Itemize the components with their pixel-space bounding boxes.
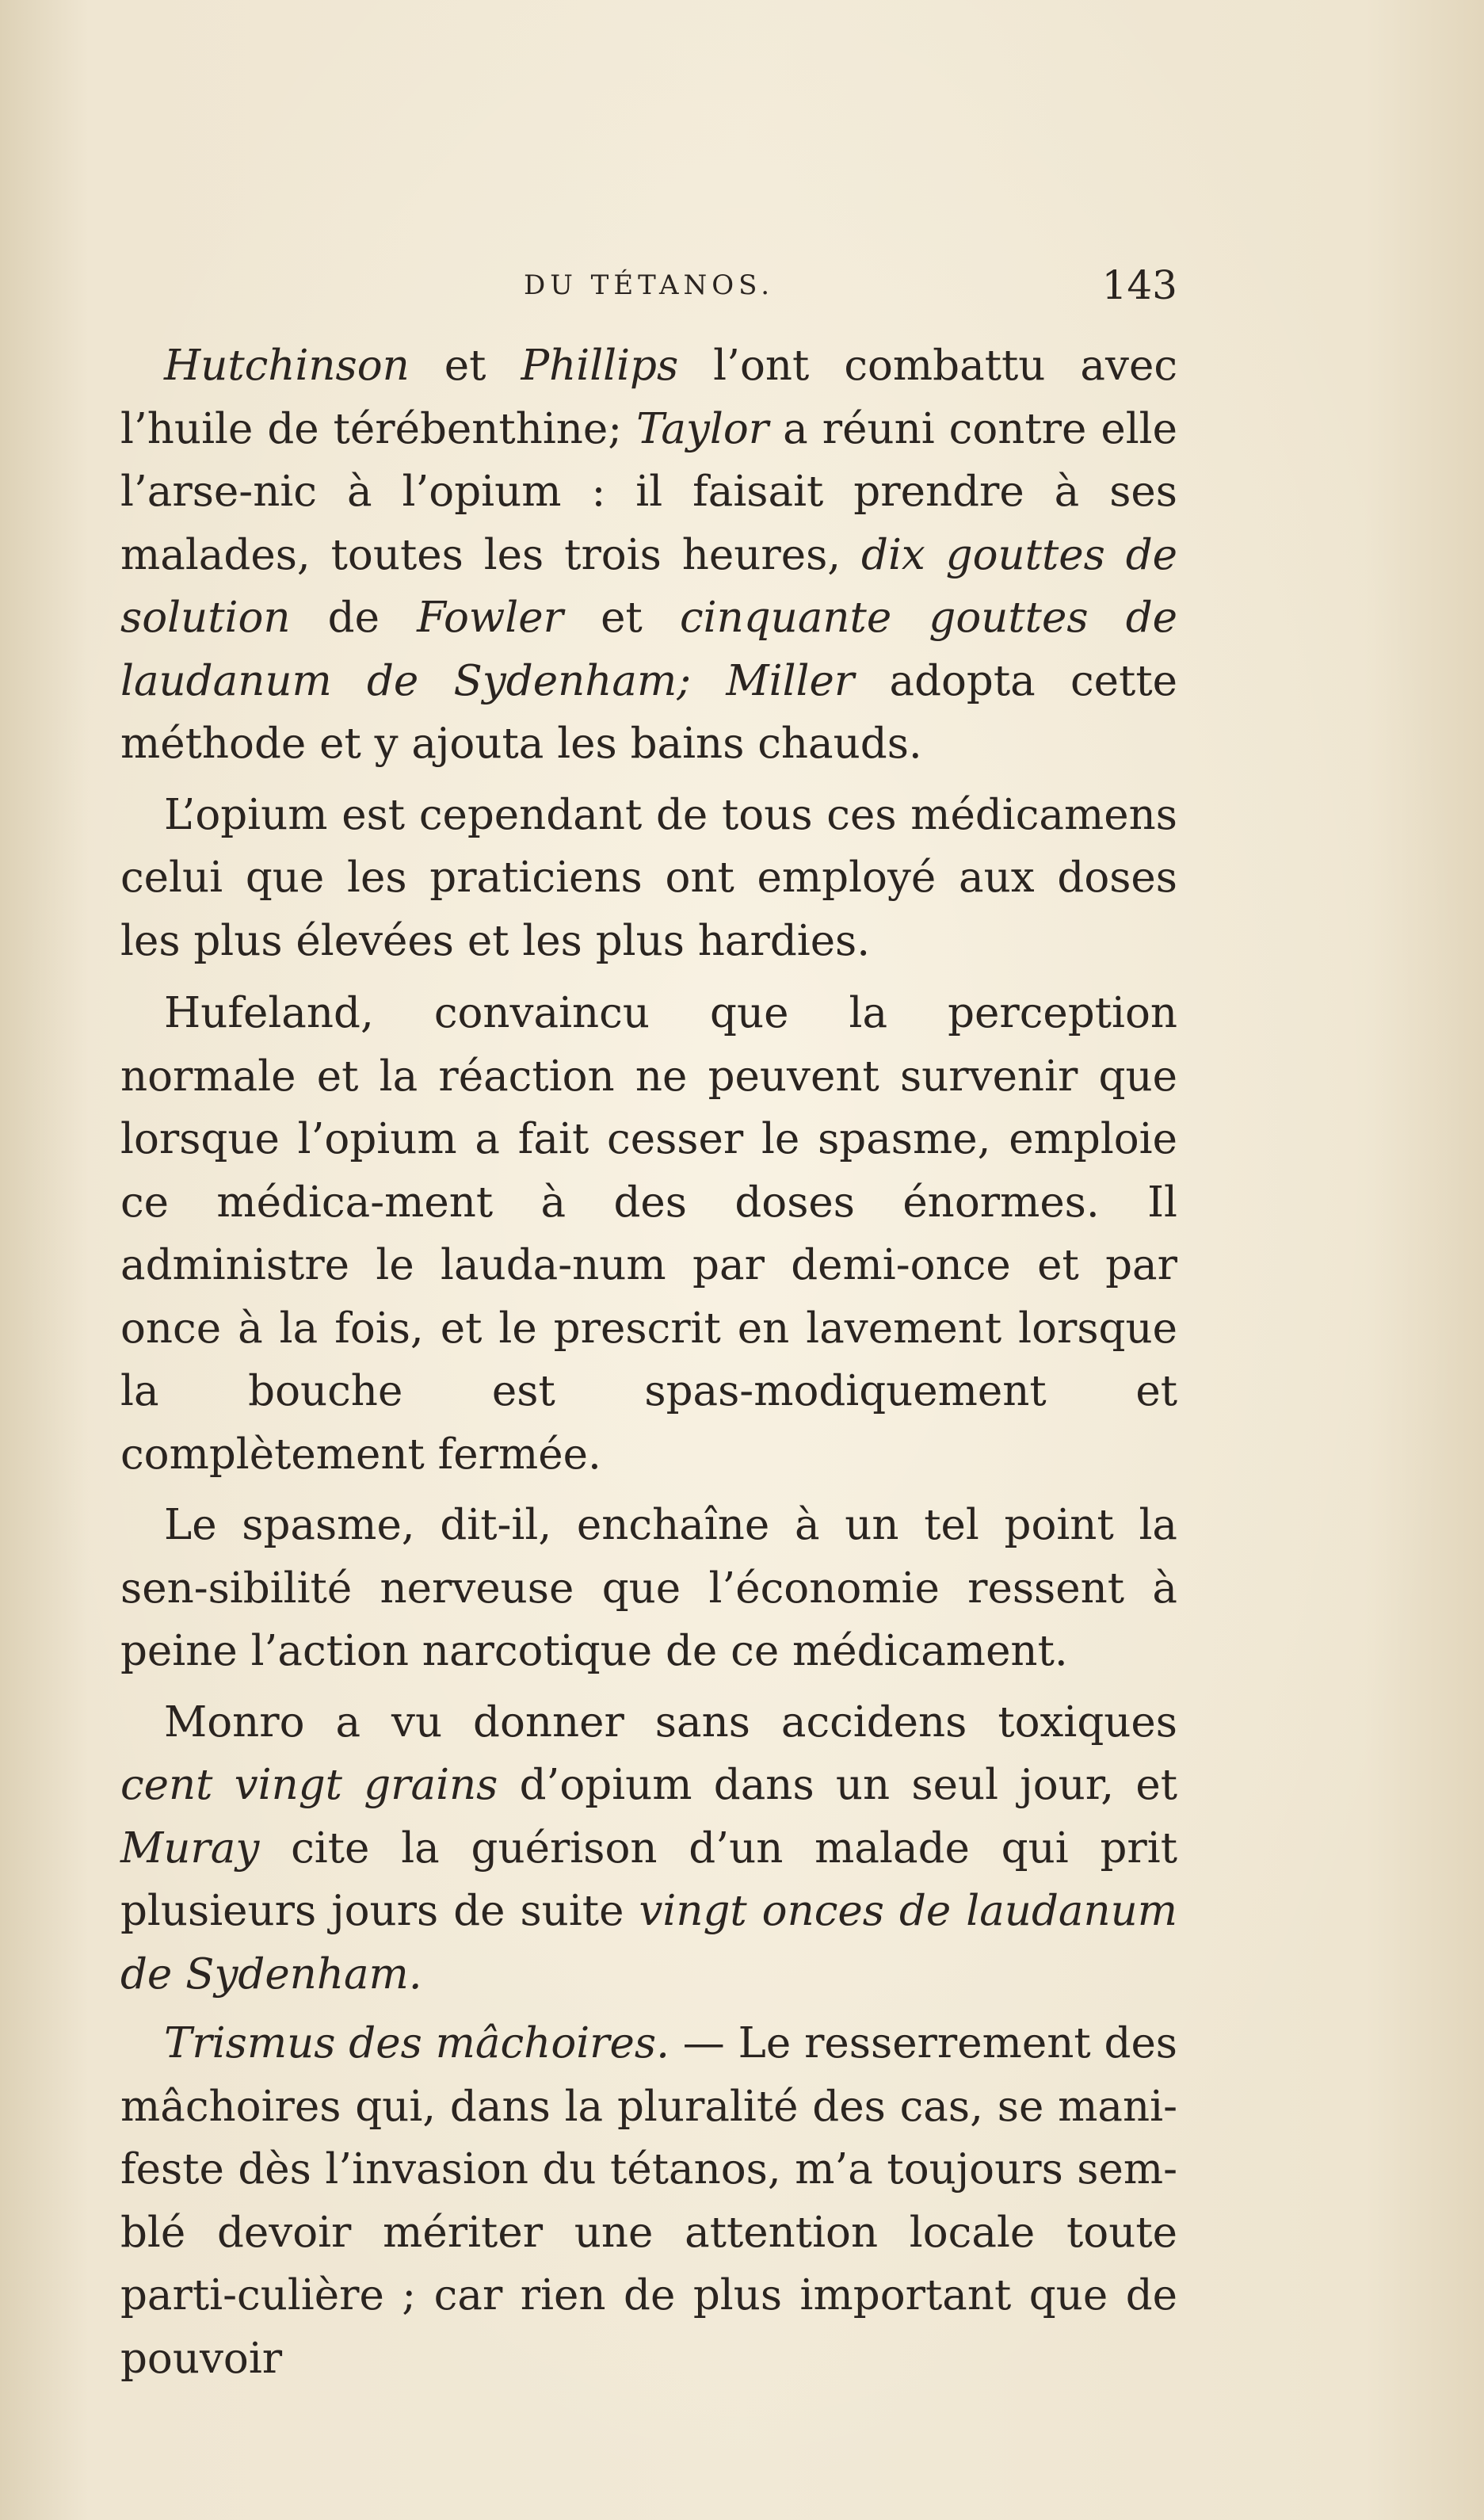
italic-run: Phillips xyxy=(521,342,679,390)
text-run xyxy=(691,657,726,705)
paragraph xyxy=(120,1691,1177,2006)
page-number: 143 xyxy=(1101,262,1177,308)
text-run: a réuni contre elle l’arse-nic à l’opium : il faisait prendre à ses malades, toutes les trois heures, xyxy=(120,404,1178,579)
text-run: cite la guérison d’un malade qui prit plusieurs jours de suite xyxy=(120,1823,1177,1935)
text-run: l’ont combattu avec l’huile de térébenthine; xyxy=(120,342,1178,453)
text-run: et xyxy=(409,342,521,390)
paragraph xyxy=(120,982,1177,1486)
text-run: et xyxy=(563,594,680,642)
text-run: d’opium dans un seul jour, et xyxy=(498,1761,1178,1809)
text-run: Monro a vu donner sans accidens toxiques xyxy=(164,1697,1177,1747)
italic-run: Miller xyxy=(726,656,855,705)
paragraph xyxy=(120,1494,1177,1683)
text-run: — Le resserrement des mâchoires qui, dans la pluralité des cas, se mani-feste dès l’invasion du tétanos, m’a toujours sem-blé devoir mériter une attention locale toute parti-culière ; car rien de plus important que de pouvoir xyxy=(120,2019,1178,2383)
italic-run: Fowler xyxy=(417,594,563,642)
paragraph xyxy=(120,334,1177,776)
body-text xyxy=(120,334,1177,2390)
italic-run: Trismus des mâchoires. xyxy=(164,2019,670,2068)
paragraph xyxy=(120,784,1177,973)
text-run: L’opium est cependant de tous ces médicamens celui que les praticiens ont employé aux doses les plus élevées et les plus hardies. xyxy=(120,790,1177,965)
italic-run: Muray xyxy=(120,1823,260,1873)
text-run: Le spasme, dit-il, enchaîne à un tel point la sen-sibilité nerveuse que l’économie ressent à peine l’action narcotique de ce médicament. xyxy=(120,1501,1177,1675)
text-run: de xyxy=(290,594,418,642)
running-head xyxy=(120,262,1177,309)
italic-run: cent vingt grains xyxy=(120,1761,498,1809)
text-run: Hufeland, convaincu que la perception normale et la réaction ne peuvent survenir que lorsque l’opium a fait cesser le spasme, emploie ce médica-ment à des doses énormes. Il administre le lauda-num par demi-once et par once à la fois, et le prescrit en lavement lorsque la bouche est spas-modiquement et complètement fermée. xyxy=(120,989,1177,1479)
italic-run: vingt onces de laudanum de Sydenham. xyxy=(120,1887,1177,1999)
italic-run: cinquante gouttes de laudanum de Sydenham; xyxy=(120,594,1177,705)
italic-run: dix gouttes de solution xyxy=(120,530,1177,642)
text-run: adopta cette méthode et y ajouta les bains chauds. xyxy=(120,656,1178,768)
italic-run: Taylor xyxy=(636,404,769,453)
running-title: DU TÉTANOS. xyxy=(523,269,775,301)
paragraph xyxy=(120,2012,1177,2390)
italic-run: Hutchinson xyxy=(164,342,410,390)
